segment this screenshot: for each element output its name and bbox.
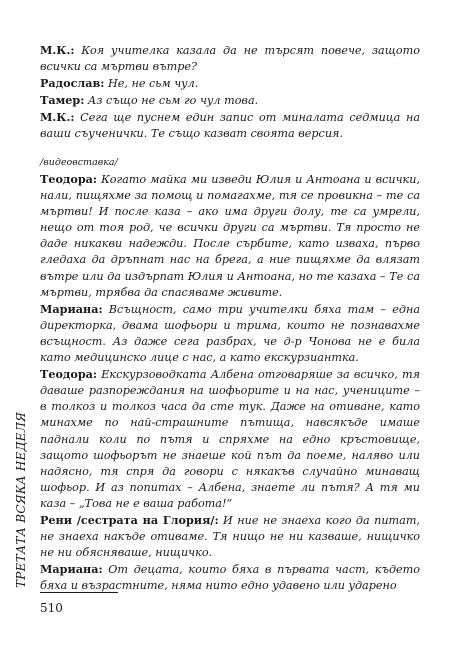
dialogue-line bbox=[40, 301, 420, 366]
page-number: 510 bbox=[40, 601, 63, 615]
dialogue-main bbox=[40, 157, 420, 594]
speaker-name: Теодора: bbox=[40, 367, 98, 382]
dialogue-line bbox=[40, 171, 420, 301]
dialogue-line bbox=[40, 512, 420, 561]
dialogue-text: Не, не сьм чул. bbox=[104, 77, 199, 91]
running-title: ТРЕТАТА ВСЯКА НЕДЕЛЯ bbox=[14, 411, 28, 588]
speaker-name: Мариана: bbox=[40, 301, 103, 316]
speaker-name: М.К.: bbox=[40, 43, 75, 57]
dialogue-text: Когато майка ми изведи Юлия и Антоана и всички, нали, пищяхме за помощ и помагахме, тя се провикна – те са мъртви! И после каза – ако има други долу, те са умрели, нещо от тоя род, че всички други са мъртви. Тя просто не даде никакви надежди. После сърбите, като изваха, първо гледаха да дръпнат нас на брега, а ние пищяхме да влязат вътре или да издърпат Юлия и Антоана, но те казаха – Те са мъртви, трябва да спасяваме живите. bbox=[40, 173, 420, 299]
dialogue-text: Екскурзоводката Албена отговаряше за всичко, тя даваше разпореждания на шофьорите и на нас, учениците – в толкоз и толкоз часа да сте тук. Даже на отиване, като минахме по най-страшните пътища, навсякъде имаше паднали коли по пътя и спряхме на едно кръстовище, защото шофьорът не знаеше кой път да поеме, наляво или надясно, тя спря да говори с някакъв случайно минаващ шофьор. И аз попитах – Албена, знаете ли пътя? А тя ми каза – „Това не е ваша работа!“ bbox=[40, 368, 420, 510]
dialogue-text: Аз също не сьм го чул това. bbox=[84, 94, 259, 108]
speaker-name: Рени /сестрата на Глория/: bbox=[40, 512, 219, 527]
section-label: /видеовставка/ bbox=[40, 157, 118, 168]
dialogue-top bbox=[40, 42, 420, 143]
dialogue-text: От децата, които бяха в първата част, където бяха и възрастните, няма нито едно удавено или ударено bbox=[40, 563, 420, 593]
speaker-name: Мариана: bbox=[40, 562, 103, 577]
speaker-name: Тамер: bbox=[40, 93, 85, 108]
speaker-name: М.К.: bbox=[40, 110, 75, 125]
dialogue-text: Коя учителка казала да не търсят повече, защото всички са мъртви вътре? bbox=[40, 44, 420, 74]
dialogue-line bbox=[40, 561, 420, 594]
dialogue-text: И ние не знаеха кого да питат, не знаеха накъде отиваме. Тя нищо не ни казваше, нищичко не ни обясняваше, нищичко. bbox=[40, 513, 420, 560]
dialogue-line bbox=[40, 92, 420, 109]
dialogue-text: Всъщност, само три учителки бяха там – една директорка, двама шофьори и трима, които не познавахме всъщност. Аз даже сега разбрах, че д-р Чонова не е била като медицинско лице с нас, а като екскурзиантка. bbox=[40, 302, 420, 365]
speaker-name: Теодора: bbox=[40, 172, 98, 186]
dialogue-line bbox=[40, 75, 420, 92]
dialogue-line bbox=[40, 366, 420, 512]
footer-rule bbox=[40, 592, 118, 593]
dialogue-text: Сега ще пуснем един запис от миналата седмица на ваши съученички. Те също казват своята версия. bbox=[40, 111, 420, 141]
speaker-name: Радослав: bbox=[40, 76, 105, 91]
dialogue-line bbox=[40, 42, 420, 75]
dialogue-line bbox=[40, 109, 420, 142]
